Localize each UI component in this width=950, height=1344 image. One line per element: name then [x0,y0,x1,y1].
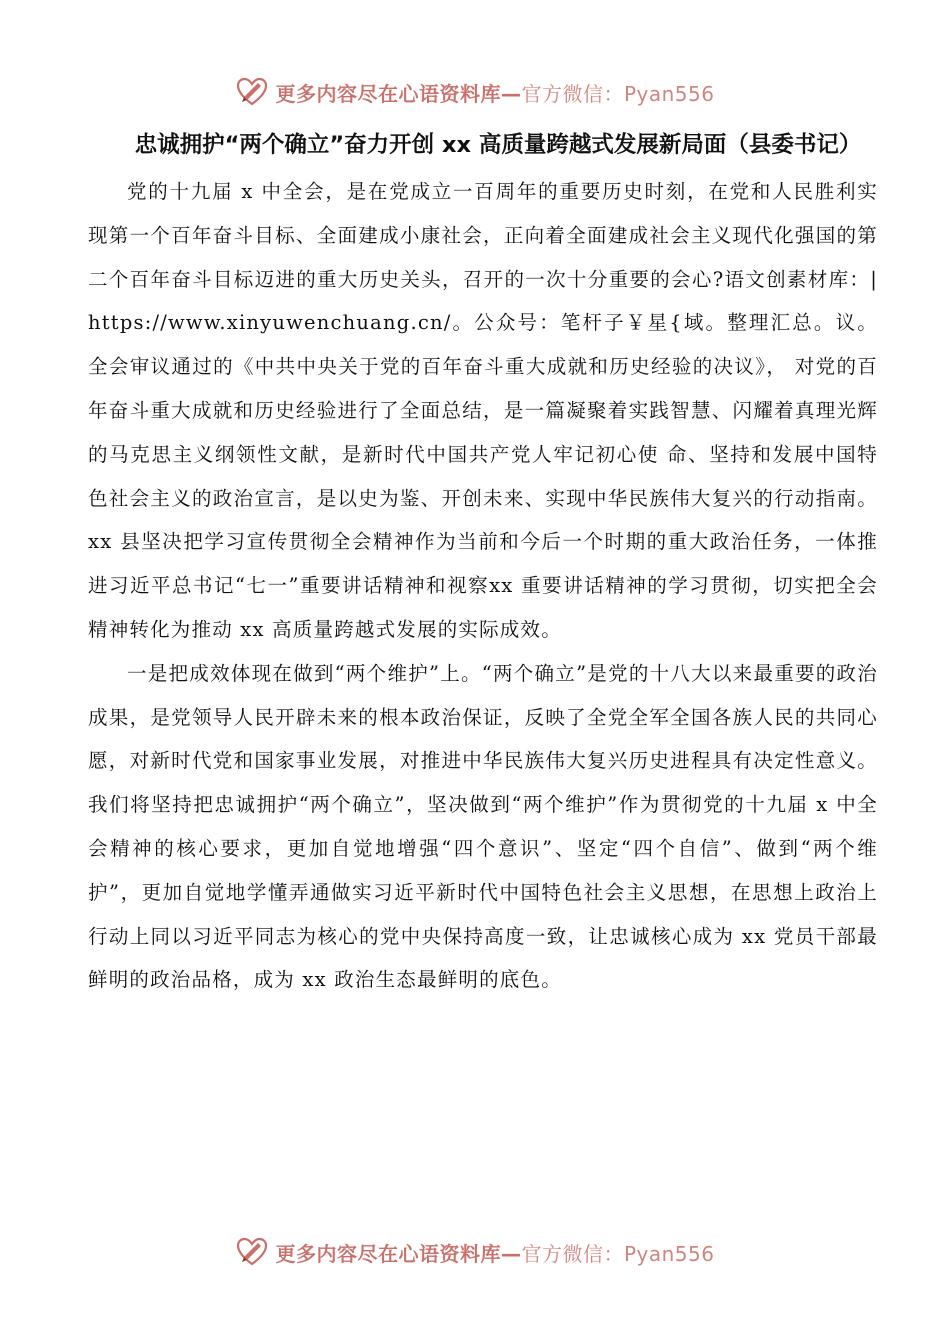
footer-watermark-banner [0,1230,950,1274]
document-body [88,120,878,1002]
document-title: 忠诚拥护“两个确立”奋力开创 xx 高质量跨越式发展新局面（县委书记） [134,132,862,158]
watermark-library-text: 更多内容尽在心语资料库— [275,81,522,106]
heart-pen-logo-icon [235,75,269,109]
paragraph-1: 党的十九届 x 中全会，是在党成立一百周年的重要历史时刻，在党和人民胜利实现第一个百年奋斗目标、全面建成小康社会，正向着全面建成社会主义现代化强国的第二个百年奋斗目标迈进的重大历史关头，召开的一次十分重要的会心?语文创素材库：|https://www.xinyuwenchuang.cn/。公众号：笔杆子￥星{域。整理汇总。议。全会审议通过的《中共中央关于党的百年奋斗重大成就和历史经验的决议》， 对党的百年奋斗重大成就和历史经验进行了全面总结，是一篇凝聚着实践智慧、闪耀着真理光辉的马克思主义纲领性文献，是新时代中国共产党人牢记初心使 命、坚持和发展中国特色社会主义的政治宣言，是以史为鉴、开创未来、实现中华民族伟大复兴的行动指南。xx 县坚决把学习宣传贯彻全会精神作为当前和今后一个时期的重大政治任务，一体推进习近平总书记“七一”重要讲话精神和视察xx 重要讲话精神的学习贯彻，切实把全会精神转化为推动 xx 高质量跨越式发展的实际成效。 [88,180,878,641]
watermark-text [275,78,714,107]
watermark-library-text: 更多内容尽在心语资料库— [275,1241,522,1266]
watermark-wechat-text: 官方微信：Pyan556 [521,81,715,106]
paragraph-2: 一是把成效体现在做到“两个维护”上。“两个确立”是党的十八大以来最重要的政治成果，是党领导人民开辟未来的根本政治保证，反映了全党全军全国各族人民的共同心愿，对新时代党和国家事业发展，对推进中华民族伟大复兴历史进程具有决定性意义。我们将坚持把忠诚拥护“两个确立”，坚决做到“两个维护”作为贯彻党的十九届 x 中全会精神的核心要求，更加自觉地增强“四个意识”、坚定“四个自信”、做到“两个维护”，更加自觉地学懂弄通做实习近平新时代中国特色社会主义思想，在思想上政治上行动上同以习近平同志为核心的党中央保持高度一致，让忠诚核心成为 xx 党员干部最鲜明的政治品格，成为 xx 政治生态最鲜明的底色。 [88,661,878,992]
watermark-text [275,1238,714,1267]
header-watermark-banner [0,70,950,114]
heart-pen-logo-icon [235,1235,269,1269]
watermark-wechat-text: 官方微信：Pyan556 [521,1241,715,1266]
